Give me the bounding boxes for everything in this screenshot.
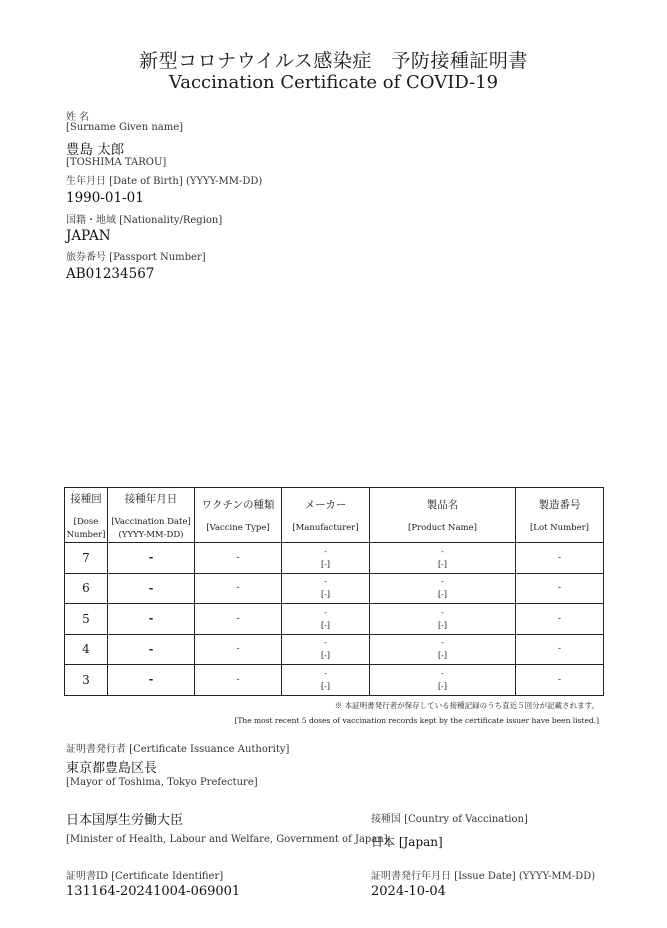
name-label-jp: 姓 名 bbox=[66, 112, 90, 123]
header-jp: 製造番号 bbox=[538, 499, 581, 511]
cert-id-label: 証明書ID [Certificate Identifier] bbox=[66, 871, 224, 882]
manufacturer-en: [-] bbox=[321, 681, 330, 691]
table-row bbox=[65, 665, 604, 696]
product-en: [-] bbox=[438, 651, 447, 661]
country-value: 日本 [Japan] bbox=[371, 835, 443, 849]
header-en: [Vaccination Date] (YYYY-MM-DD) bbox=[111, 516, 191, 540]
header-vaccination-date bbox=[108, 488, 195, 543]
lot-number-cell: - bbox=[516, 543, 604, 574]
lot-number-cell: - bbox=[516, 573, 604, 604]
holder-name-en: [TOSHIMA TAROU] bbox=[66, 157, 167, 168]
product-jp: - bbox=[441, 607, 444, 617]
product-en: [-] bbox=[438, 620, 447, 630]
dose-number-cell: 4 bbox=[65, 634, 108, 665]
product-name-cell bbox=[370, 543, 516, 574]
manufacturer-cell bbox=[282, 604, 370, 635]
vaccine-type-cell: - bbox=[195, 634, 282, 665]
product-name-cell bbox=[370, 573, 516, 604]
product-name-cell bbox=[370, 634, 516, 665]
product-en: [-] bbox=[438, 590, 447, 600]
vaccination-date-cell: - bbox=[108, 665, 195, 696]
table-row bbox=[65, 604, 604, 635]
header-jp: ワクチンの種類 bbox=[201, 499, 275, 511]
manufacturer-cell bbox=[282, 665, 370, 696]
country-label: 接種国 [Country of Vaccination] bbox=[371, 814, 528, 825]
product-name-cell bbox=[370, 665, 516, 696]
header-jp: 接種年月日 bbox=[124, 492, 178, 505]
holder-name-jp: 豊島 太郎 bbox=[66, 142, 125, 158]
vaccination-date-cell: - bbox=[108, 604, 195, 635]
product-jp: - bbox=[441, 638, 444, 648]
header-product-name bbox=[370, 488, 516, 543]
vaccine-type-cell: - bbox=[195, 665, 282, 696]
vaccination-date-cell: - bbox=[108, 634, 195, 665]
manufacturer-jp: - bbox=[324, 546, 327, 556]
issue-date-label: 証明書発行年月日 [Issue Date] (YYYY-MM-DD) bbox=[371, 871, 596, 882]
issue-date-value: 2024-10-04 bbox=[371, 884, 446, 899]
product-en: [-] bbox=[438, 559, 447, 569]
dose-number-cell: 6 bbox=[65, 573, 108, 604]
vaccine-type-cell: - bbox=[195, 573, 282, 604]
manufacturer-en: [-] bbox=[321, 651, 330, 661]
authority-label: 証明書発行者 [Certificate Issuance Authority] bbox=[66, 744, 290, 755]
product-name-cell bbox=[370, 604, 516, 635]
name-label-en: [Surname Given name] bbox=[66, 122, 184, 133]
manufacturer-cell bbox=[282, 543, 370, 574]
dose-table bbox=[64, 487, 604, 696]
passport-value: AB01234567 bbox=[66, 266, 155, 282]
header-en: [Vaccine Type] bbox=[206, 523, 270, 533]
dose-number-cell: 7 bbox=[65, 543, 108, 574]
lot-number-cell: - bbox=[516, 634, 604, 665]
product-jp: - bbox=[441, 668, 444, 678]
lot-number-cell: - bbox=[516, 604, 604, 635]
header-jp: 接種回 bbox=[70, 492, 102, 505]
table-note-jp: ※ 本証明書発行者が保存している接種記録のうち直近５回分が記載されます。 bbox=[334, 701, 599, 710]
dob-value: 1990-01-01 bbox=[66, 190, 144, 206]
minister-jp: 日本国厚生労働大臣 bbox=[66, 813, 184, 828]
table-row bbox=[65, 543, 604, 574]
manufacturer-jp: - bbox=[324, 577, 327, 587]
manufacturer-cell bbox=[282, 634, 370, 665]
dose-number-cell: 5 bbox=[65, 604, 108, 635]
vaccine-type-cell: - bbox=[195, 543, 282, 574]
title-english: Vaccination Certificate of COVID-19 bbox=[168, 72, 499, 93]
table-row bbox=[65, 573, 604, 604]
vaccination-date-cell: - bbox=[108, 543, 195, 574]
manufacturer-en: [-] bbox=[321, 559, 330, 569]
header-en: [Product Name] bbox=[408, 523, 477, 533]
passport-label: 旅券番号 [Passport Number] bbox=[66, 252, 206, 263]
header-vaccine-type bbox=[195, 488, 282, 543]
lot-number-cell: - bbox=[516, 665, 604, 696]
authority-jp: 東京都豊島区長 bbox=[66, 761, 158, 776]
table-header-row bbox=[65, 488, 604, 543]
vaccine-type-cell: - bbox=[195, 604, 282, 635]
header-jp: 製品名 bbox=[426, 499, 459, 511]
header-manufacturer bbox=[282, 488, 370, 543]
title-japanese: 新型コロナウイルス感染症 予防接種証明書 bbox=[139, 50, 528, 72]
header-en: [Lot Number] bbox=[529, 523, 590, 533]
product-jp: - bbox=[441, 546, 444, 556]
nationality-label: 国籍・地域 [Nationality/Region] bbox=[66, 215, 223, 226]
manufacturer-jp: - bbox=[324, 607, 327, 617]
manufacturer-en: [-] bbox=[321, 590, 330, 600]
cert-id-value: 131164-20241004-069001 bbox=[66, 884, 241, 899]
header-en: [Dose Number] bbox=[66, 516, 106, 540]
header-jp: メーカー bbox=[304, 499, 347, 511]
vaccination-date-cell: - bbox=[108, 573, 195, 604]
nationality-value: JAPAN bbox=[66, 228, 111, 244]
manufacturer-jp: - bbox=[324, 638, 327, 648]
manufacturer-jp: - bbox=[324, 668, 327, 678]
header-lot-number bbox=[516, 488, 604, 543]
minister-en: [Minister of Health, Labour and Welfare, Government of Japan] bbox=[66, 834, 388, 845]
header-en: [Manufacturer] bbox=[292, 523, 359, 533]
manufacturer-en: [-] bbox=[321, 620, 330, 630]
authority-en: [Mayor of Toshima, Tokyo Prefecture] bbox=[66, 777, 258, 788]
dob-label: 生年月日 [Date of Birth] (YYYY-MM-DD) bbox=[66, 176, 263, 187]
product-en: [-] bbox=[438, 681, 447, 691]
header-dose-number bbox=[65, 488, 108, 543]
dose-number-cell: 3 bbox=[65, 665, 108, 696]
product-jp: - bbox=[441, 577, 444, 587]
manufacturer-cell bbox=[282, 573, 370, 604]
table-row bbox=[65, 634, 604, 665]
table-note-en: [The most recent 5 doses of vaccination records kept by the certificate issuer have been listed.] bbox=[234, 716, 599, 725]
